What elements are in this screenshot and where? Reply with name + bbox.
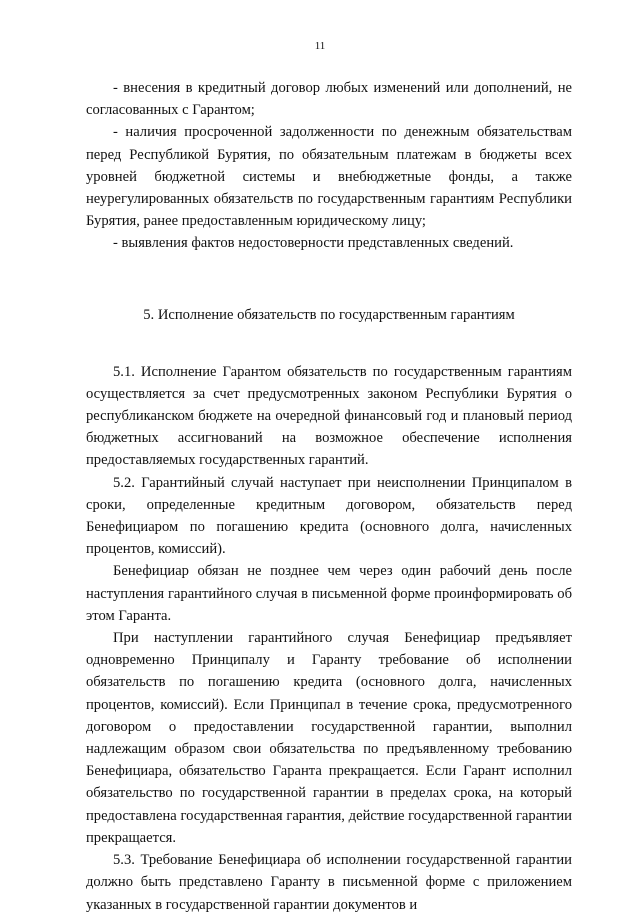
section-title: 5. Исполнение обязательств по государственным гарантиям: [143, 306, 515, 323]
list-item-amendments: - внесения в кредитный договор любых изменений или дополнений, не согласованных с Гарантом;: [86, 80, 572, 119]
paragraph-beneficiary-notice: Бенефициар обязан не позднее чем через один рабочий день после наступления гарантийного случая в письменной форме проинформировать об этом Гаранта.: [86, 563, 572, 624]
paragraph-guarantee-claim: При наступлении гарантийного случая Бенефициар предъявляет одновременно Принципалу и Гаранту требование об исполнении обязательств по погашению кредита (основного долга, начисленных процентов, комиссий). Если Принципал в течение срока, предусмотренного договором о предоставлении государственной гарантии, выполнил надлежащим образом свои обязательства по предъявленному требованию Бенефициара, обязательство Гаранта прекращается. Если Гарант исполнил обязательство по государственной гарантии в пределах срока, на который предоставлена государственная гарантия, действие государственной гарантии прекращается.: [86, 630, 572, 846]
paragraph-5-3: 5.3. Требование Бенефициара об исполнении государственной гарантии должно быть представлено Гаранту в письменной форме с приложением указанных в государственной гарантии документов и: [86, 852, 572, 913]
list-item-overdue-debt: - наличия просроченной задолженности по денежным обязательствам перед Республикой Бурятия, по обязательным платежам в бюджеты всех уровней бюджетной системы и внебюджетные фонды, а также неурегулированных обязательств по государственным гарантиям Республики Бурятия, ранее предоставленным юридическому лицу;: [86, 124, 572, 230]
paragraph-5-1: 5.1. Исполнение Гарантом обязательств по государственным гарантиям осуществляется за счет предусмотренных законом Республики Бурятия о республиканском бюджете на очередной финансовый год и плановый период бюджетных ассигнований на возможное обеспечение исполнения предоставляемых государственных гарантий.: [86, 363, 572, 469]
list-item-false-info: - выявления фактов недостоверности представленных сведений.: [113, 235, 514, 252]
paragraph-5-2: 5.2. Гарантийный случай наступает при неисполнении Принципалом в сроки, определенные кредитным договором, обязательств перед Бенефициаром по погашению кредита (основного долга, начисленных процентов, комиссий).: [86, 474, 572, 558]
page-number: 11: [314, 40, 326, 52]
document-body: [86, 77, 572, 916]
